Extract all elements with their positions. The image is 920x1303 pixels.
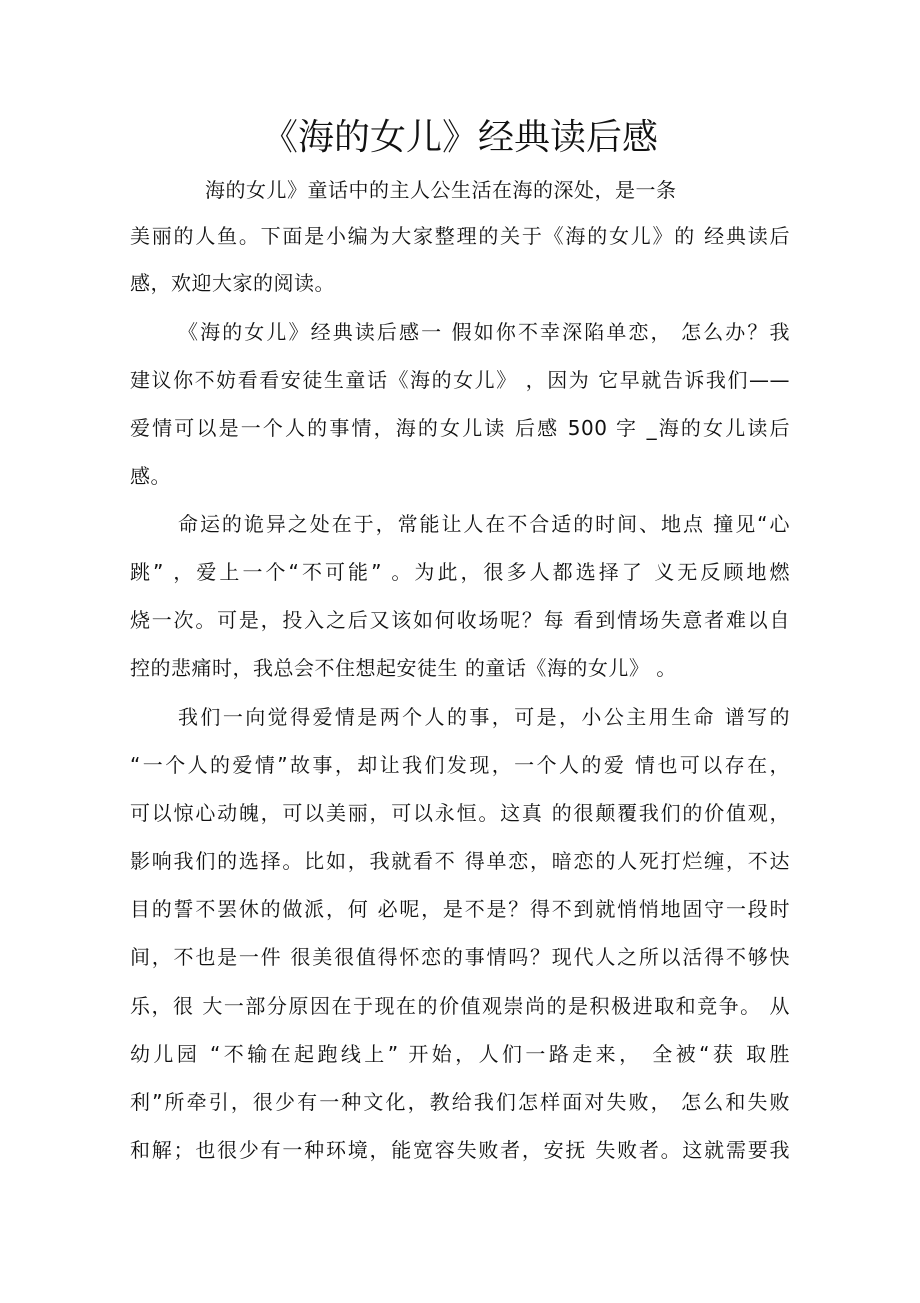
paragraph-3-line-2: 跳” ，爱上一个“不可能” 。为此，很多人都选择了 义无反顾地燃	[130, 560, 790, 584]
paragraph-4-line-3: 可以惊心动魄，可以美丽，可以永恒。这真 的很颠覆我们的价值观，	[130, 801, 790, 825]
document-title: 《海的女儿》经典读后感	[261, 117, 658, 158]
paragraph-3-line-4: 控的悲痛时，我总会不住想起安徒生 的童话《海的女儿》 。	[130, 656, 677, 680]
paragraph-4-line-4: 影响我们的选择。比如，我就看不 得单恋，暗恋的人死打烂缠，不达	[130, 849, 790, 873]
paragraph-1-line-1: 海的女儿》童话中的主人公生活在海的深处，是一条	[205, 178, 677, 202]
paragraph-2-line-1: 《海的女儿》经典读后感一 假如你不幸深陷单恋， 怎么办？我	[178, 320, 790, 344]
paragraph-2-line-4: 感。	[130, 464, 171, 488]
paragraph-4-line-5: 目的誓不罢休的做派，何 必呢，是不是？得不到就悄悄地固守一段时	[130, 897, 790, 921]
paragraph-2-line-2: 建议你不妨看看安徒生童话《海的女儿》 ，因为 它早就告诉我们——	[130, 368, 790, 392]
paragraph-1-line-3: 感，欢迎大家的阅读。	[130, 271, 335, 295]
paragraph-4-line-9: 利”所牵引，很少有一种文化，教给我们怎样面对失败， 怎么和失败	[130, 1090, 790, 1114]
paragraph-4-line-1: 我们一向觉得爱情是两个人的事，可是，小公主用生命 谱写的	[178, 705, 790, 729]
paragraph-1-line-2: 美丽的人鱼。下面是小编为大家整理的关于《海的女儿》的 经典读后	[130, 224, 790, 248]
paragraph-4-line-2: “一个人的爱情”故事，却让我们发现，一个人的爱 情也可以存在，	[130, 753, 790, 777]
paragraph-2-line-3: 爱情可以是一个人的事情，海的女儿读 后感 500 字 _海的女儿读后	[130, 416, 790, 440]
paragraph-4-line-8: 幼儿园 “不输在起跑线上” 开始，人们一路走来， 全被“获 取胜	[130, 1042, 790, 1066]
paragraph-3-line-3: 烧一次。可是，投入之后又该如何收场呢？每 看到情场失意者难以自	[130, 608, 790, 632]
paragraph-4-line-7: 乐，很 大一部分原因在于现在的价值观崇尚的是积极进取和竞争。 从	[130, 994, 790, 1018]
paragraph-4-line-10: 和解；也很少有一种环境，能宽容失败者，安抚 失败者。这就需要我	[130, 1138, 790, 1162]
paragraph-3-line-1: 命运的诡异之处在于，常能让人在不合适的时间、地点 撞见“心	[178, 512, 790, 536]
paragraph-4-line-6: 间，不也是一件 很美很值得怀恋的事情吗？现代人之所以活得不够快	[130, 945, 790, 969]
